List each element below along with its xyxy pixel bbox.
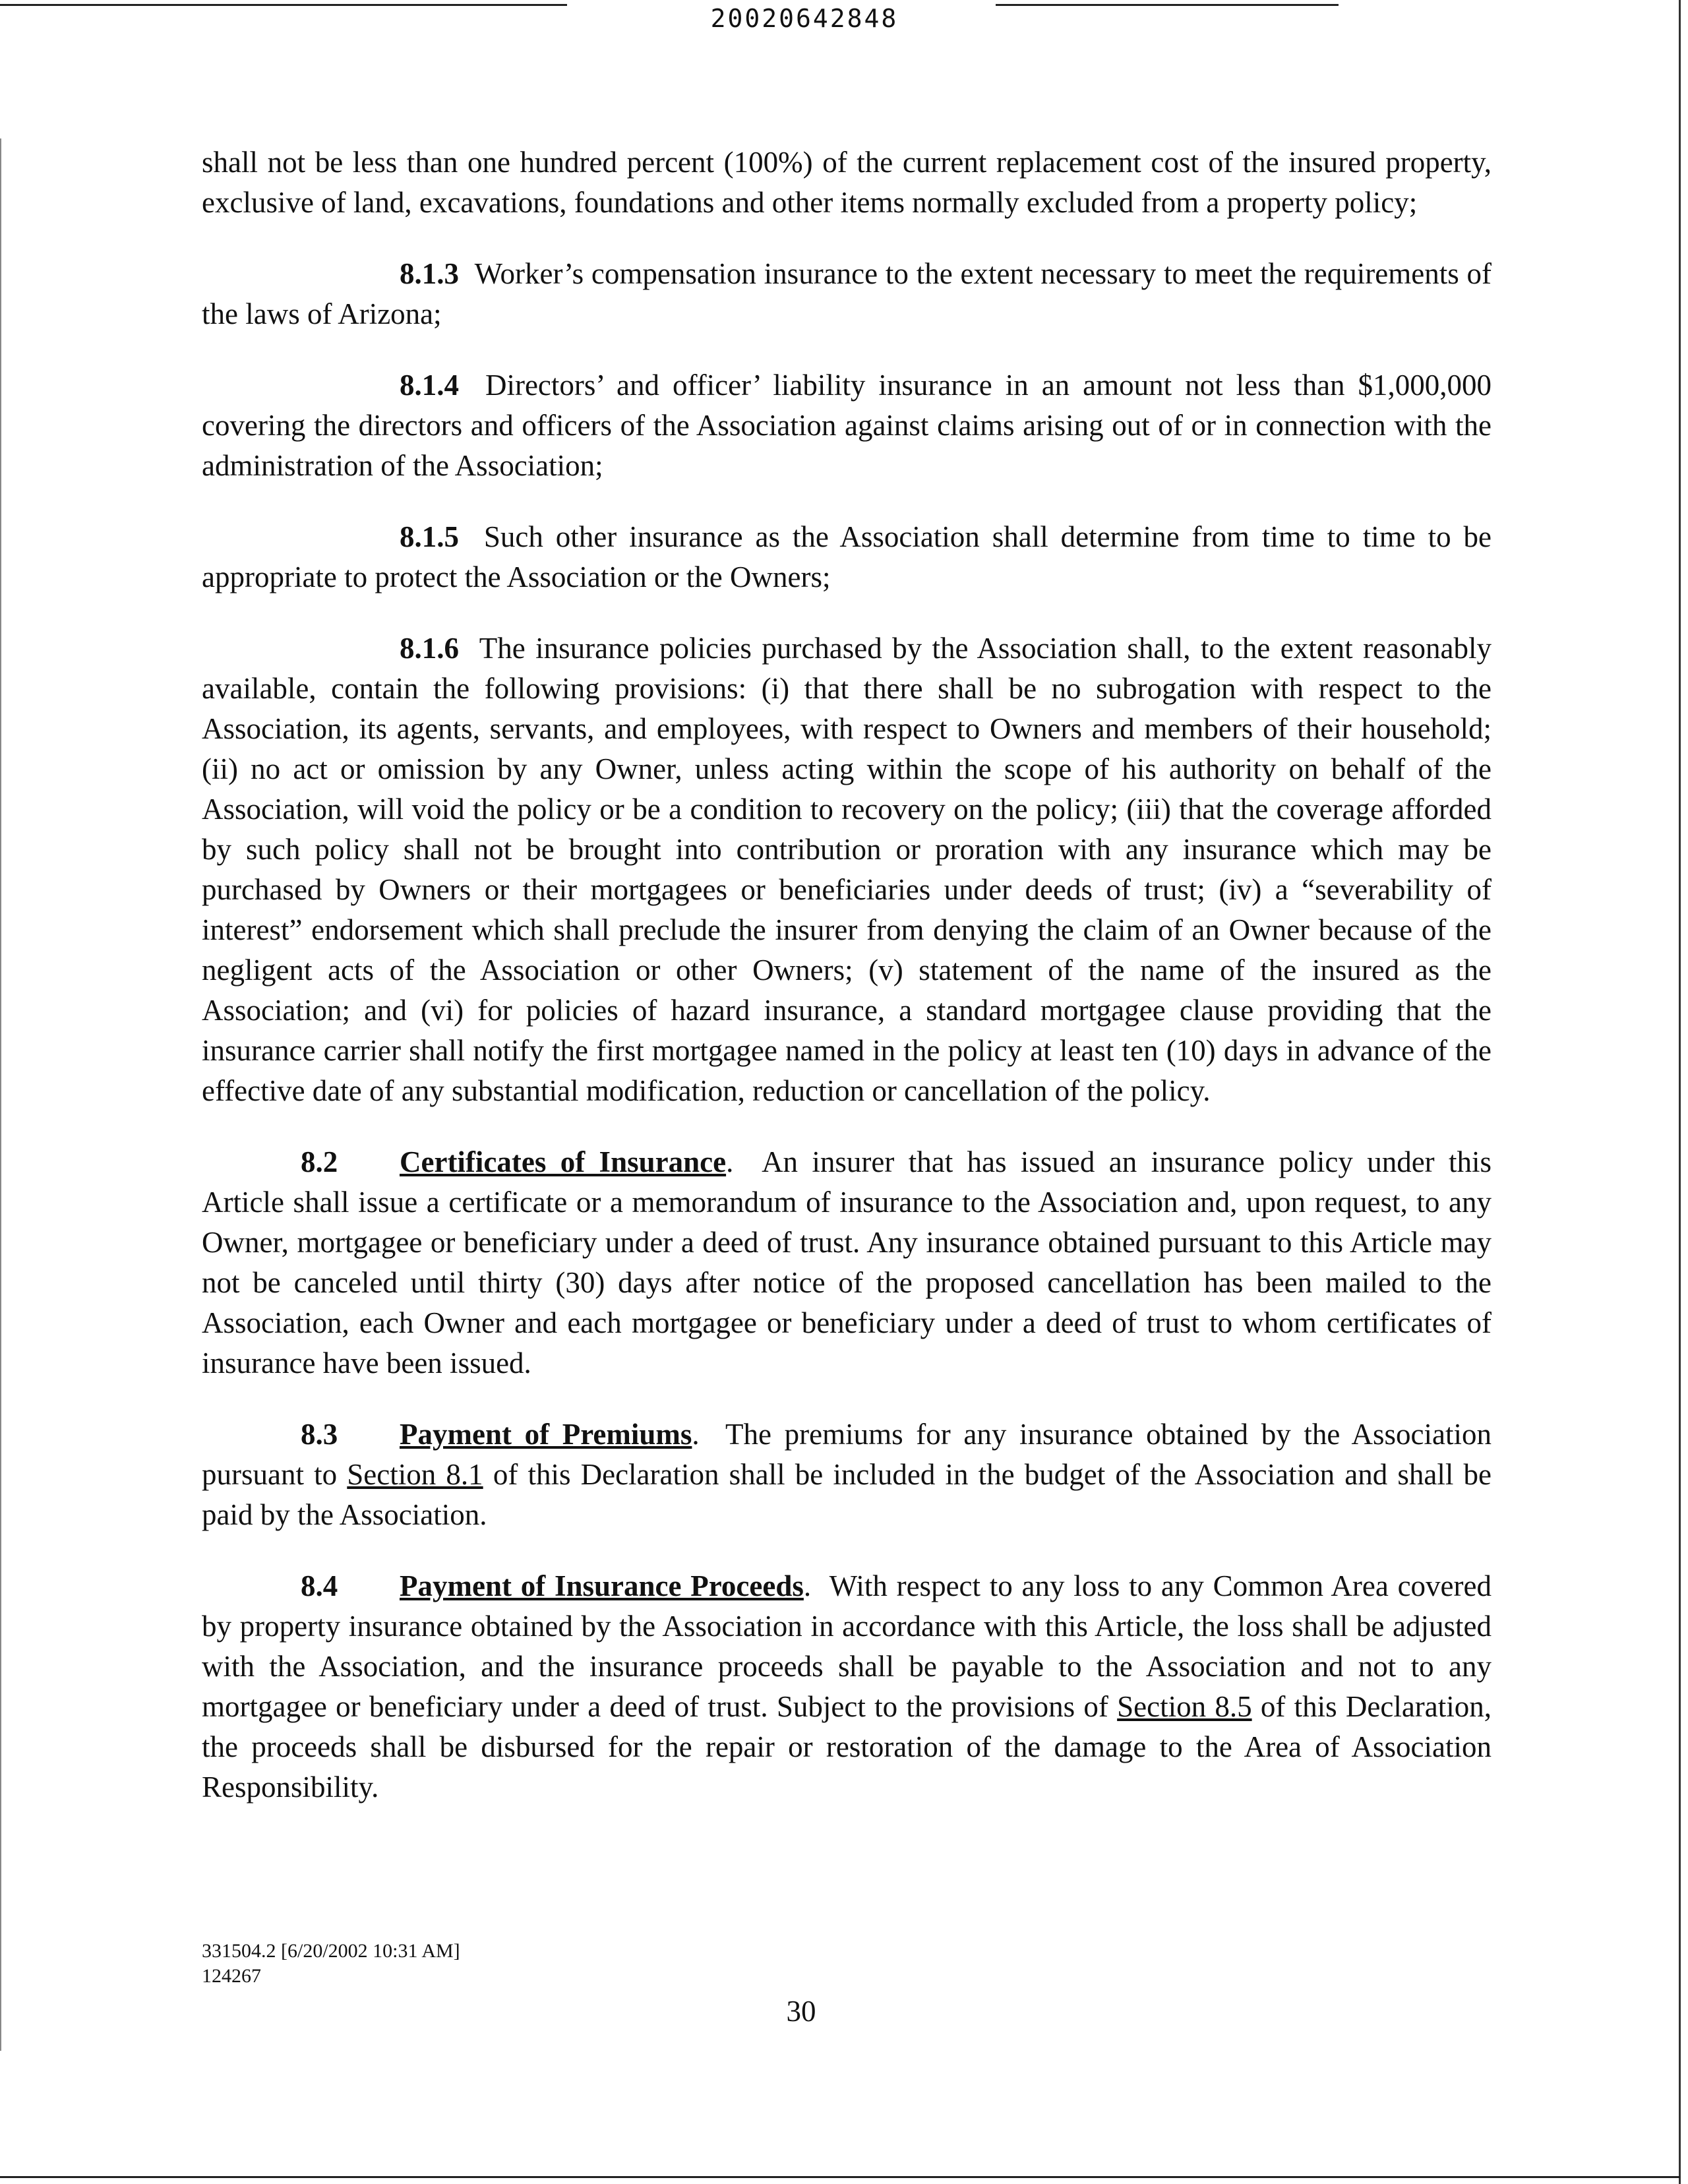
section-8-2: 8.2 Certificates of Insurance. An insurer that has issued an insurance policy under this Article shall issue a certificate or a memorandum of insurance to the Association and, upon request, to any Owner, mortgagee or beneficiary under a deed of trust. Any insurance obtained pursuant to this Article may not be canceled until thirty (30) days after notice of the proposed cancellation has been mailed to the Association, each Owner and each mortgagee or beneficiary under a deed of trust to whom certificates of insurance have been issued.	[202, 1142, 1492, 1383]
section-8-3: 8.3 Payment of Premiums. The premiums for any insurance obtained by the Association pursuant to Section 8.1 of this Declaration shall be included in the budget of the Association and shall be paid by the Association.	[202, 1414, 1492, 1535]
section-8-4: 8.4 Payment of Insurance Proceeds. With respect to any loss to any Common Area covered by property insurance obtained by the Association in accordance with this Article, the loss shall be adjusted with the Association, and the insurance proceeds shall be payable to the Association and not to any mortgagee or beneficiary under a deed of trust. Subject to the provisions of Section 8.5 of this Declaration, the proceeds shall be disbursed for the repair or restoration of the damage to the Area of Association Responsibility.	[202, 1566, 1492, 1807]
section-number: 8.1.3	[400, 257, 459, 290]
scan-edge-bottom	[0, 2176, 1680, 2178]
footer-matter-number: 124267	[202, 1965, 261, 1987]
scan-edge-left	[0, 138, 1, 2051]
section-heading: Payment of Premiums	[400, 1418, 692, 1451]
document-body	[202, 142, 1492, 1838]
section-text: Such other insurance as the Association shall determine from time to time to be appropriate to protect the Association or the Owners;	[202, 520, 1492, 593]
section-number: 8.2	[301, 1145, 338, 1178]
section-number: 8.1.5	[400, 520, 459, 553]
section-reference: Section 8.5	[1117, 1690, 1252, 1723]
recording-number-stamp: 20020642848	[710, 4, 899, 33]
section-text: of this Declaration shall be included in the budget of the Association and shall be paid by the Association.	[202, 1458, 1492, 1531]
section-text: With respect to any loss to any Common Area covered by property insurance obtained by the Association in accordance with this Article, the loss shall be adjusted with the Association, and the insurance proceeds shall be payable to the Association and not to any mortgagee or beneficiary under a deed of trust. Subject to the provisions of	[202, 1569, 1492, 1723]
section-number: 8.3	[301, 1418, 338, 1451]
section-heading: Payment of Insurance Proceeds	[400, 1569, 804, 1602]
section-heading: Certificates of Insurance	[400, 1145, 727, 1178]
scan-edge-right	[1679, 0, 1681, 2184]
section-8-1-4	[202, 365, 1492, 486]
section-number: 8.1.6	[400, 632, 459, 665]
section-text: The premiums for any insurance obtained by the Association pursuant to	[202, 1418, 1492, 1491]
section-text: An insurer that has issued an insurance policy under this Article shall issue a certificate or a memorandum of insurance to the Association and, upon request, to any Owner, mortgagee or beneficiary under a deed of trust. Any insurance obtained pursuant to this Article may not be canceled until thirty (30) days after notice of the proposed cancellation has been mailed to the Association, each Owner and each mortgagee or beneficiary under a deed of trust to whom certificates of insurance have been issued.	[202, 1145, 1492, 1380]
section-8-1-5	[202, 517, 1492, 597]
section-text: Worker’s compensation insurance to the extent necessary to meet the requirements of the laws of Arizona;	[202, 257, 1492, 330]
section-number: 8.4	[301, 1569, 338, 1602]
section-text: of this Declaration, the proceeds shall be disbursed for the repair or restoration of the damage to the Area of Association Responsibility.	[202, 1690, 1492, 1804]
section-8-1-3	[202, 254, 1492, 334]
section-number: 8.1.4	[400, 369, 459, 402]
section-8-1-6	[202, 628, 1492, 1111]
continued-paragraph: shall not be less than one hundred percent (100%) of the current replacement cost of the insured property, exclusive of land, excavations, foundations and other items normally excluded from a property policy;	[202, 146, 1492, 219]
page-number: 30	[786, 1995, 816, 2028]
section-reference: Section 8.1	[347, 1458, 483, 1491]
footer-doc-id: 331504.2 [6/20/2002 10:31 AM]	[202, 1940, 460, 1962]
section-text: Directors’ and officer’ liability insurance in an amount not less than $1,000,000 covering the directors and officers of the Association against claims arising out of or in connection with the administration of the Association;	[202, 369, 1492, 482]
section-text: The insurance policies purchased by the Association shall, to the extent reasonably available, contain the following provisions: (i) that there shall be no subrogation with respect to the Association, its agents, servants, and employees, with respect to Owners and members of their household; (ii) no act or omission by any Owner, unless acting within the scope of his authority on behalf of the Association, will void the policy or be a condition to recovery on the policy; (iii) that the coverage afforded by such policy shall not be brought into contribution or proration with any insurance which may be purchased by Owners or their mortgagees or beneficiaries under deeds of trust; (iv) a “severability of interest” endorsement which shall preclude the insurer from denying the claim of an Owner because of the negligent acts of the Association or other Owners; (v) statement of the name of the insured as the Association; and (vi) for policies of hazard insurance, a standard mortgagee clause providing that the insurance carrier shall notify the first mortgagee named in the policy at least ten (10) days in advance of the effective date of any substantial modification, reduction or cancellation of the policy.	[202, 632, 1492, 1107]
footer-document-code	[202, 1939, 460, 1989]
